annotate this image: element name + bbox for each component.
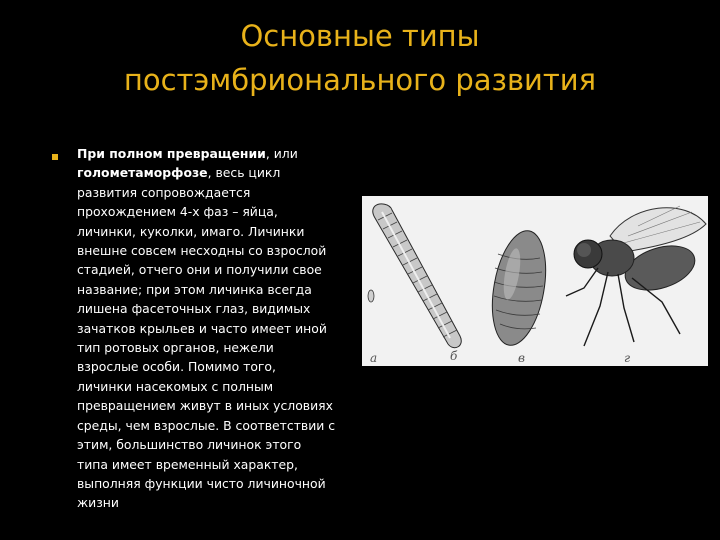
body-line: стадией, отчего они и получили свое (77, 262, 322, 278)
body-line: внешне совсем несходны со взрослой (77, 243, 327, 259)
body-line: типа имеет временный характер, (77, 456, 298, 472)
body-line: зачатков крыльев и часто имеет иной (77, 320, 327, 336)
body-text-fragment: , или (265, 146, 298, 161)
body-line: лишена фасеточных глаз, видимых (77, 301, 311, 317)
title-line: Основные типы (240, 19, 480, 53)
body-line: выполняя функции чисто личиночной (77, 475, 326, 491)
term-bold: При полном превращении (77, 146, 266, 161)
body-line (77, 144, 357, 163)
egg-illustration (368, 290, 374, 302)
title-line: постэмбрионального развития (123, 63, 597, 97)
body-line: превращением живут в иных условиях (77, 398, 333, 414)
body-line: взрослые особи. Помимо того, (77, 359, 276, 375)
stage-label-b: б (450, 349, 458, 363)
larva-illustration (373, 204, 462, 348)
body-line (77, 163, 357, 182)
body-line: этим, большинство личинок этого (77, 437, 302, 453)
body-paragraph (77, 144, 357, 513)
body-line: среды, чем взрослые. В соответствии с (77, 417, 336, 433)
body-line: прохождением 4-х фаз – яйца, (77, 204, 278, 220)
adult-fly-illustration (566, 206, 706, 346)
body-line: жизни (77, 495, 119, 511)
term-bold: голометаморфозе (77, 165, 208, 181)
insect-stages-illustration (362, 196, 708, 366)
body-line: название; при этом личинка всегда (77, 281, 312, 297)
stage-label-c: в (518, 351, 525, 365)
body-line: тип ротовых органов, нежели (77, 340, 274, 356)
stage-label-d: г (624, 351, 631, 365)
body-line: развития сопровождается (77, 184, 251, 200)
body-text-fragment: , весь цикл (207, 165, 281, 181)
stage-label-a: а (370, 351, 378, 365)
body-line: личинки насекомых с полным (77, 378, 274, 394)
pupa-illustration (484, 227, 553, 350)
body-line: личинки, куколки, имаго. Личинки (77, 223, 305, 239)
slide-title (0, 14, 720, 102)
bullet-marker (52, 154, 58, 160)
insect-development-figure (362, 196, 708, 366)
